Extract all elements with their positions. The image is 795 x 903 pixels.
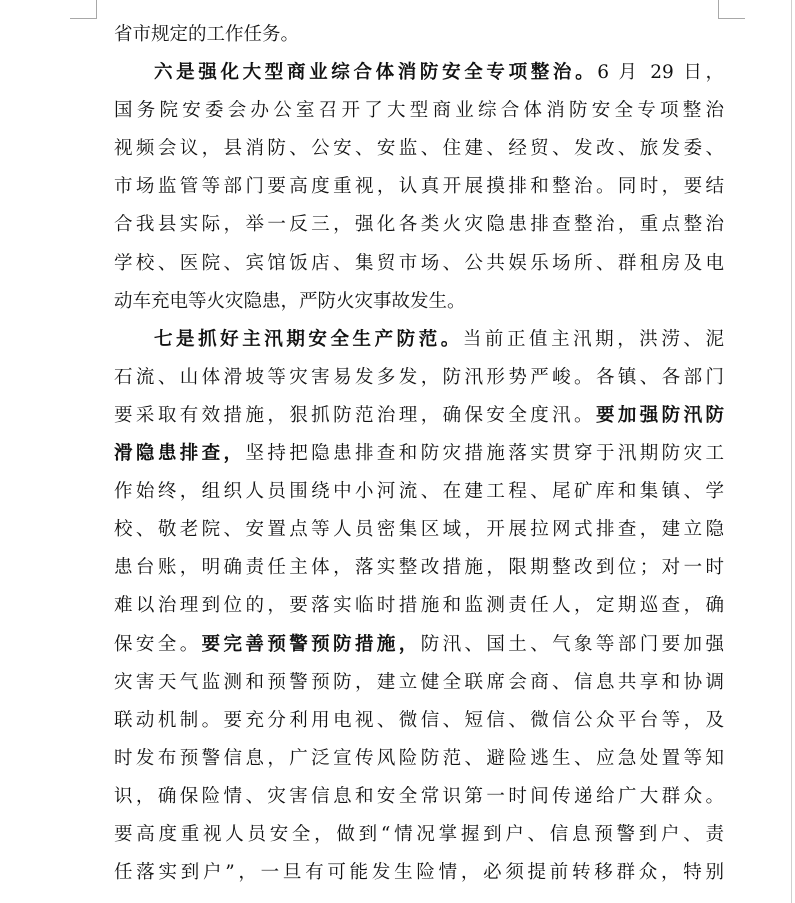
- text-line: [114, 92, 724, 130]
- text-segment: 任落实到户”，一旦有可能发生险情，必须提前转移群众，特别: [114, 862, 724, 884]
- bold-text-segment: 要完善预警预防措施，: [201, 633, 421, 655]
- text-segment: 学校、医院、宾馆饭店、集贸市场、公共娱乐场所、群租房及电: [114, 252, 724, 274]
- text-segment: 国务院安委会办公室召开了大型商业综合体消防安全专项整治: [114, 100, 724, 122]
- document-body-text: [114, 16, 724, 892]
- text-segment: 当前正值主汛期，洪涝、泥: [462, 328, 724, 350]
- text-segment: 保安全。: [114, 633, 202, 655]
- text-segment: 视频会议，县消防、公安、安监、住建、经贸、发改、旅发委、: [114, 138, 724, 160]
- text-line: [114, 740, 724, 778]
- text-line: [114, 54, 724, 92]
- text-line: [114, 245, 724, 283]
- page-right-edge: [791, 0, 792, 903]
- bold-text-segment: 滑隐患排查，: [114, 443, 246, 465]
- text-segment: 6 月 29 日，: [597, 62, 724, 84]
- text-segment: 动车充电等火灾隐患，严防火灾事故发生。: [114, 290, 466, 312]
- text-line: [114, 587, 724, 625]
- text-line: [114, 359, 724, 397]
- text-segment: 市场监管等部门要高度重视，认真开展摸排和整治。同时，要结: [114, 176, 724, 198]
- text-line: [114, 511, 724, 549]
- text-segment: 石流、山体滑坡等灾害易发多发，防汛形势严峻。各镇、各部门: [114, 366, 724, 388]
- text-line: [114, 702, 724, 740]
- text-line: [114, 549, 724, 587]
- text-segment: 难以治理到位的，要落实临时措施和监测责任人，定期巡查，确: [114, 595, 724, 617]
- text-line: [114, 626, 724, 664]
- page-corner-mark-top-left: [70, 0, 97, 19]
- text-line: [114, 664, 724, 702]
- bold-text-segment: 六是强化大型商业综合体消防安全专项整治。: [154, 62, 598, 84]
- text-segment: 省市规定的工作任务。: [114, 24, 300, 45]
- text-line: [114, 321, 724, 359]
- text-segment: 识，确保险情、灾害信息和安全常识第一时间传递给广大群众。: [114, 785, 724, 807]
- text-line: [114, 206, 724, 244]
- bold-text-segment: 七是抓好主汛期安全生产防范。: [154, 328, 463, 350]
- text-line: [114, 168, 724, 206]
- text-line: [114, 778, 724, 816]
- text-segment: 防汛、国土、气象等部门要加强: [420, 633, 724, 655]
- text-line: [114, 473, 724, 511]
- text-line: [114, 435, 724, 473]
- text-segment: 患台账，明确责任主体，落实整改措施，限期整改到位；对一时: [114, 557, 724, 579]
- text-segment: 联动机制。要充分利用电视、微信、短信、微信公众平台等，及: [114, 709, 724, 731]
- text-line: [114, 816, 724, 854]
- text-line: [114, 16, 724, 54]
- text-segment: 要采取有效措施，狠抓防范治理，确保安全度汛。: [114, 404, 596, 426]
- text-line: [114, 283, 724, 321]
- text-segment: 坚持把隐患排查和防灾措施落实贯穿于汛期防灾工: [245, 443, 724, 465]
- text-line: [114, 397, 724, 435]
- text-segment: 校、敬老院、安置点等人员密集区域，开展拉网式排查，建立隐: [114, 519, 724, 541]
- text-segment: 灾害天气监测和预警预防，建立健全联席会商、信息共享和协调: [114, 671, 724, 693]
- text-segment: 作始终，组织人员围绕中小河流、在建工程、尾矿库和集镇、学: [114, 481, 724, 503]
- text-line: [114, 854, 724, 892]
- text-segment: 要高度重视人员安全，做到“情况掌握到户、信息预警到户、责: [114, 823, 724, 845]
- text-segment: 时发布预警信息，广泛宣传风险防范、避险逃生、应急处置等知: [114, 747, 724, 769]
- text-line: [114, 130, 724, 168]
- text-segment: 合我县实际，举一反三，强化各类火灾隐患排查整治，重点整治: [114, 214, 724, 236]
- bold-text-segment: 要加强防汛防: [595, 404, 724, 426]
